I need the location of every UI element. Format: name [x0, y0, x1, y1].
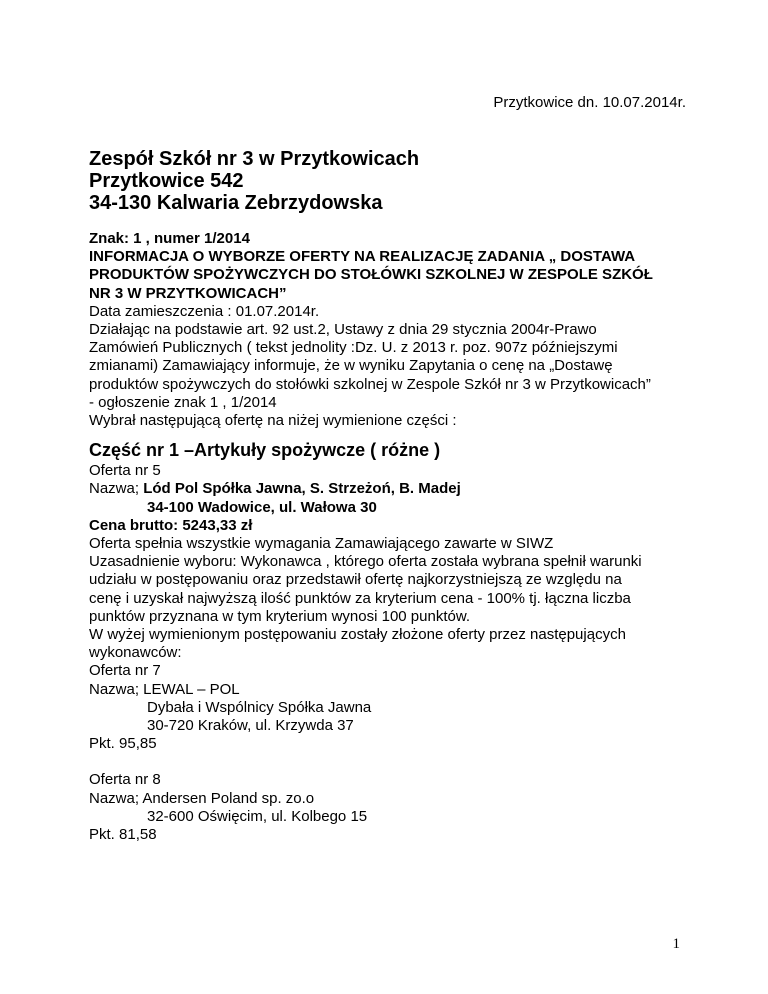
requirements-statement: Oferta spełnia wszystkie wymagania Zamawiającego zawarte w SIWZ	[89, 535, 554, 553]
body-line-3: zmianami) Zamawiający informuje, że w wyniku Zapytania o cenę na „Dostawę	[89, 357, 613, 375]
other-offer-number: Oferta nr 7	[89, 662, 161, 680]
selected-offer-number: Oferta nr 5	[89, 462, 161, 480]
page-number: 1	[672, 936, 680, 952]
reason-line-3: cenę i uzyskał najwyższą ilość punktów za kryterium cena - 100% tj. łączna liczba	[89, 589, 631, 607]
other-offer-number: Oferta nr 8	[89, 771, 161, 789]
selected-offer-company: Lód Pol Spółka Jawna, S. Strzeżoń, B. Madej	[143, 480, 461, 498]
section-title: Część nr 1 –Artykuły spożywcze ( różne )	[89, 440, 441, 461]
other-offer-address: 30-720 Kraków, ul. Krzywda 37	[147, 717, 354, 735]
other-offers-line-2: wykonawców:	[89, 644, 182, 662]
other-offer-name: Nazwa; Andersen Poland sp. zo.o	[89, 789, 315, 807]
other-offer-name-continued: Dybała i Wspólnicy Spółka Jawna	[147, 698, 372, 716]
body-line-2: Zamówień Publicznych ( tekst jednolity :Dz. U. z 2013 r. poz. 907z późniejszymi	[89, 339, 618, 357]
other-offers-line-1: W wyżej wymienionym postępowaniu zostały złożone oferty przez następujących	[89, 626, 626, 644]
other-offer-points: Pkt. 95,85	[89, 735, 157, 753]
document-body	[89, 230, 689, 844]
posted-date: Data zamieszczenia : 01.07.2014r.	[89, 302, 320, 320]
other-offer-address: 32-600 Oświęcim, ul. Kolbego 15	[147, 807, 368, 825]
school-name: Zespół Szkół nr 3 w Przytkowicach	[89, 148, 420, 170]
notice-title-line-1: INFORMACJA O WYBORZE OFERTY NA REALIZACJĘ ZADANIA „ DOSTAWA	[89, 248, 636, 266]
date-line: Przytkowice dn. 10.07.2014r.	[493, 94, 686, 111]
notice-title-line-3: NR 3 W PRZYTKOWICACH”	[89, 284, 287, 302]
reason-line-4: punktów przyznana w tym kryterium wynosi 100 punktów.	[89, 607, 470, 625]
selected-offer-name	[89, 480, 689, 498]
reference-number: Znak: 1 , numer 1/2014	[89, 230, 250, 247]
school-address-line: Przytkowice 542	[89, 170, 244, 192]
selected-offer-address: 34-100 Wadowice, ul. Wałowa 30	[147, 498, 377, 516]
reason-line-1: Uzasadnienie wyboru: Wykonawca , którego oferta została wybrana spełnił warunki	[89, 553, 642, 571]
other-offer	[89, 771, 689, 844]
school-header	[89, 148, 419, 214]
school-postal-line: 34-130 Kalwaria Zebrzydowska	[89, 192, 383, 214]
body-line-1: Działając na podstawie art. 92 ust.2, Ustawy z dnia 29 stycznia 2004r-Prawo	[89, 321, 597, 339]
body-line-6: Wybrał następującą ofertę na niżej wymienione części :	[89, 412, 457, 430]
other-offer	[89, 662, 689, 753]
name-prefix: Nazwa;	[89, 480, 144, 498]
other-offer-name: Nazwa; LEWAL – POL	[89, 680, 240, 698]
other-offer-points: Pkt. 81,58	[89, 826, 157, 844]
reason-line-2: udziału w postępowaniu oraz przedstawił ofertę najkorzystniejszą ze względu na	[89, 571, 622, 589]
body-line-5: - ogłoszenie znak 1 , 1/2014	[89, 393, 277, 411]
notice-title-line-2: PRODUKTÓW SPOŻYWCZYCH DO STOŁÓWKI SZKOLNEJ W ZESPOLE SZKÓŁ	[89, 266, 653, 284]
body-line-4: produktów spożywczych do stołówki szkolnej w Zespole Szkół nr 3 w Przytkowicach”	[89, 375, 651, 393]
selected-offer-price: Cena brutto: 5243,33 zł	[89, 516, 253, 534]
spacer	[89, 753, 689, 771]
